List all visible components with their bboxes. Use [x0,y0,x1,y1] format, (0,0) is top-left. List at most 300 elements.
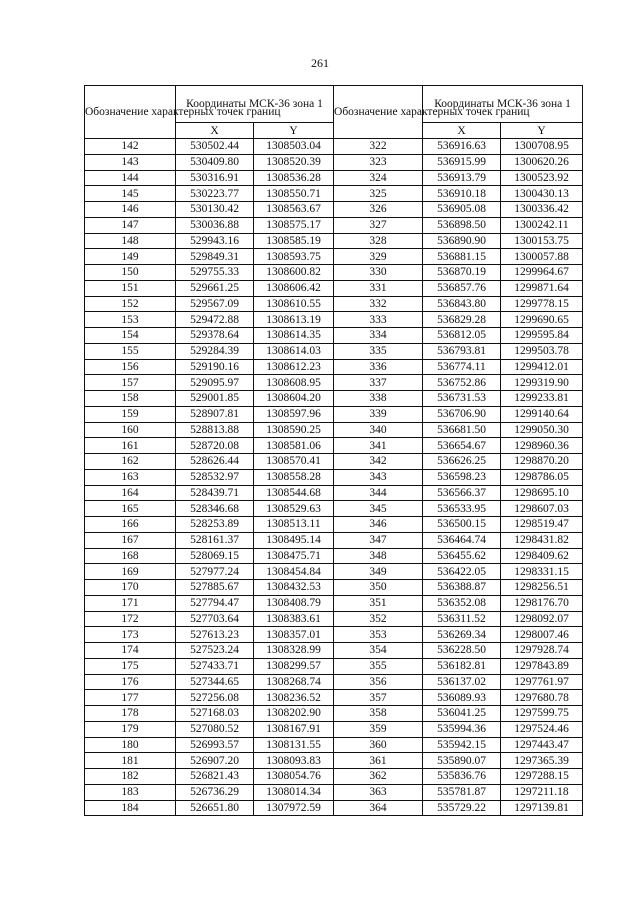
cell-point-left: 150 [85,265,176,281]
cell-y-right: 1297365.39 [501,753,583,769]
cell-point-left: 154 [85,328,176,344]
cell-point-left: 162 [85,454,176,470]
cell-point-left: 143 [85,154,176,170]
cell-y-right: 1300336.42 [501,202,583,218]
cell-point-right: 323 [334,154,423,170]
cell-y-right: 1298409.62 [501,548,583,564]
table-row [85,375,583,391]
cell-point-left: 178 [85,706,176,722]
cell-y-left: 1308590.25 [254,422,334,438]
cell-x-right: 536269.34 [423,627,501,643]
cell-x-left: 526907.20 [176,753,254,769]
cell-y-left: 1308503.04 [254,139,334,155]
table-row [85,154,583,170]
cell-point-right: 341 [334,438,423,454]
cell-x-right: 535942.15 [423,737,501,753]
table-row [85,643,583,659]
cell-point-left: 183 [85,784,176,800]
cell-point-right: 330 [334,265,423,281]
cell-x-right: 536812.05 [423,328,501,344]
table-row [85,564,583,580]
cell-point-left: 175 [85,658,176,674]
cell-y-left: 1308475.71 [254,548,334,564]
cell-y-right: 1300430.13 [501,186,583,202]
table-row [85,753,583,769]
cell-point-right: 334 [334,328,423,344]
cell-point-left: 152 [85,296,176,312]
table-row [85,438,583,454]
cell-x-left: 526736.29 [176,784,254,800]
cell-point-left: 155 [85,343,176,359]
cell-point-right: 335 [334,343,423,359]
cell-x-right: 536913.79 [423,170,501,186]
cell-x-right: 536352.08 [423,595,501,611]
cell-y-left: 1308383.61 [254,611,334,627]
cell-y-left: 1308608.95 [254,375,334,391]
cell-point-left: 169 [85,564,176,580]
cell-x-left: 530130.42 [176,202,254,218]
cell-x-right: 535890.07 [423,753,501,769]
table-row [85,422,583,438]
cell-point-right: 331 [334,280,423,296]
cell-point-left: 157 [85,375,176,391]
cell-x-left: 527256.08 [176,690,254,706]
table-row [85,627,583,643]
table-row [85,328,583,344]
cell-y-right: 1300708.95 [501,139,583,155]
header-point-label-left: Обозначение характерных точек границ [85,86,176,139]
table-row [85,359,583,375]
cell-point-right: 344 [334,485,423,501]
cell-x-right: 536843.80 [423,296,501,312]
cell-y-right: 1298786.05 [501,469,583,485]
table-row [85,406,583,422]
cell-y-right: 1298519.47 [501,517,583,533]
cell-y-left: 1308454.84 [254,564,334,580]
cell-point-right: 346 [334,517,423,533]
cell-x-right: 536566.37 [423,485,501,501]
cell-point-left: 179 [85,721,176,737]
cell-point-right: 343 [334,469,423,485]
header-y-right: Y [501,123,583,139]
cell-x-left: 529190.16 [176,359,254,375]
table-row [85,501,583,517]
cell-y-right: 1297443.47 [501,737,583,753]
cell-y-right: 1298960.36 [501,438,583,454]
cell-point-right: 362 [334,769,423,785]
table-row [85,233,583,249]
cell-x-right: 536464.74 [423,532,501,548]
cell-x-right: 536916.63 [423,139,501,155]
table-row [85,658,583,674]
table-row [85,580,583,596]
cell-y-left: 1308408.79 [254,595,334,611]
table-row [85,532,583,548]
cell-x-right: 536182.81 [423,658,501,674]
cell-point-right: 355 [334,658,423,674]
cell-point-left: 149 [85,249,176,265]
table-row [85,312,583,328]
cell-x-left: 528439.71 [176,485,254,501]
cell-point-right: 342 [334,454,423,470]
cell-y-left: 1308610.55 [254,296,334,312]
header-x-right: X [423,123,501,139]
cell-y-left: 1308299.57 [254,658,334,674]
cell-y-right: 1297680.78 [501,690,583,706]
cell-point-left: 156 [85,359,176,375]
cell-point-right: 347 [334,532,423,548]
cell-x-left: 529943.16 [176,233,254,249]
cell-point-left: 170 [85,580,176,596]
cell-point-left: 174 [85,643,176,659]
cell-x-right: 536774.11 [423,359,501,375]
cell-point-right: 324 [334,170,423,186]
cell-x-right: 536654.67 [423,438,501,454]
cell-y-right: 1300057.88 [501,249,583,265]
cell-x-right: 536915.99 [423,154,501,170]
cell-x-left: 526821.43 [176,769,254,785]
cell-x-left: 526651.80 [176,800,254,816]
cell-x-right: 536793.81 [423,343,501,359]
cell-y-left: 1308202.90 [254,706,334,722]
cell-x-left: 528346.68 [176,501,254,517]
table-row [85,690,583,706]
table-row [85,391,583,407]
cell-y-right: 1298607.03 [501,501,583,517]
cell-x-right: 536455.62 [423,548,501,564]
cell-y-right: 1298331.15 [501,564,583,580]
cell-point-right: 348 [334,548,423,564]
cell-y-right: 1297524.46 [501,721,583,737]
cell-y-right: 1298176.70 [501,595,583,611]
cell-point-left: 142 [85,139,176,155]
cell-y-left: 1308606.42 [254,280,334,296]
cell-y-left: 1308604.20 [254,391,334,407]
cell-y-left: 1308581.06 [254,438,334,454]
table-row [85,706,583,722]
cell-x-right: 536898.50 [423,217,501,233]
cell-y-left: 1308600.82 [254,265,334,281]
cell-y-left: 1308613.19 [254,312,334,328]
cell-point-left: 176 [85,674,176,690]
cell-x-right: 536870.19 [423,265,501,281]
cell-x-right: 535836.76 [423,769,501,785]
cell-y-right: 1297211.18 [501,784,583,800]
cell-point-left: 166 [85,517,176,533]
cell-point-left: 158 [85,391,176,407]
cell-y-left: 1308054.76 [254,769,334,785]
cell-x-left: 530502.44 [176,139,254,155]
cell-x-right: 536533.95 [423,501,501,517]
cell-y-left: 1308236.52 [254,690,334,706]
table-row [85,784,583,800]
cell-x-right: 536881.15 [423,249,501,265]
cell-point-left: 147 [85,217,176,233]
table-row [85,202,583,218]
cell-x-left: 527977.24 [176,564,254,580]
cell-y-left: 1308536.28 [254,170,334,186]
cell-point-left: 172 [85,611,176,627]
cell-x-left: 528813.88 [176,422,254,438]
cell-point-right: 352 [334,611,423,627]
cell-x-left: 528720.08 [176,438,254,454]
cell-x-left: 527703.64 [176,611,254,627]
cell-point-right: 345 [334,501,423,517]
cell-point-right: 349 [334,564,423,580]
cell-x-right: 536311.52 [423,611,501,627]
cell-y-right: 1297843.89 [501,658,583,674]
cell-x-left: 527433.71 [176,658,254,674]
cell-y-left: 1308093.83 [254,753,334,769]
cell-x-right: 536752.86 [423,375,501,391]
table-row [85,217,583,233]
cell-x-right: 535994.36 [423,721,501,737]
cell-y-left: 1308328.99 [254,643,334,659]
cell-point-left: 173 [85,627,176,643]
cell-x-left: 529284.39 [176,343,254,359]
cell-y-right: 1298007.46 [501,627,583,643]
cell-point-right: 350 [334,580,423,596]
cell-point-right: 353 [334,627,423,643]
cell-x-left: 529378.64 [176,328,254,344]
cell-x-left: 530409.80 [176,154,254,170]
cell-y-right: 1300523.92 [501,170,583,186]
cell-point-left: 167 [85,532,176,548]
cell-point-left: 145 [85,186,176,202]
cell-x-right: 536829.28 [423,312,501,328]
cell-y-left: 1308597.96 [254,406,334,422]
cell-y-right: 1299595.84 [501,328,583,344]
cell-point-right: 329 [334,249,423,265]
cell-y-left: 1308614.03 [254,343,334,359]
cell-y-right: 1300242.11 [501,217,583,233]
cell-point-right: 327 [334,217,423,233]
cell-point-left: 153 [85,312,176,328]
table-row [85,548,583,564]
cell-y-left: 1308558.28 [254,469,334,485]
cell-y-left: 1308520.39 [254,154,334,170]
cell-x-right: 535729.22 [423,800,501,816]
table-row [85,454,583,470]
cell-y-left: 1308575.17 [254,217,334,233]
cell-y-left: 1308612.23 [254,359,334,375]
cell-point-right: 322 [334,139,423,155]
cell-point-right: 360 [334,737,423,753]
cell-x-right: 536422.05 [423,564,501,580]
cell-y-left: 1308593.75 [254,249,334,265]
cell-x-left: 529095.97 [176,375,254,391]
table-row [85,265,583,281]
cell-x-left: 529661.25 [176,280,254,296]
cell-x-left: 528253.89 [176,517,254,533]
table-row [85,721,583,737]
cell-y-right: 1298870.20 [501,454,583,470]
cell-x-right: 536731.53 [423,391,501,407]
page-number: 261 [311,56,329,70]
cell-y-left: 1308495.14 [254,532,334,548]
cell-y-left: 1308014.34 [254,784,334,800]
table-row [85,186,583,202]
table-row [85,139,583,155]
cell-x-left: 530223.77 [176,186,254,202]
cell-x-left: 528907.81 [176,406,254,422]
cell-y-left: 1308357.01 [254,627,334,643]
cell-x-right: 536500.15 [423,517,501,533]
cell-point-right: 356 [334,674,423,690]
table-row [85,343,583,359]
cell-y-right: 1299233.81 [501,391,583,407]
cell-point-right: 357 [334,690,423,706]
header-x-left: X [176,123,254,139]
cell-x-left: 526993.57 [176,737,254,753]
cell-y-right: 1300153.75 [501,233,583,249]
cell-x-left: 528069.15 [176,548,254,564]
cell-point-right: 333 [334,312,423,328]
cell-y-left: 1308432.53 [254,580,334,596]
cell-x-right: 536228.50 [423,643,501,659]
cell-y-left: 1308131.55 [254,737,334,753]
cell-point-left: 159 [85,406,176,422]
cell-point-left: 165 [85,501,176,517]
cell-point-left: 160 [85,422,176,438]
cell-point-right: 337 [334,375,423,391]
cell-point-left: 146 [85,202,176,218]
table-row [85,296,583,312]
cell-point-left: 148 [85,233,176,249]
table-row [85,469,583,485]
cell-x-left: 529849.31 [176,249,254,265]
cell-point-left: 164 [85,485,176,501]
cell-y-left: 1308614.35 [254,328,334,344]
cell-point-right: 351 [334,595,423,611]
cell-x-right: 536681.50 [423,422,501,438]
table-body [85,139,583,816]
cell-y-right: 1297928.74 [501,643,583,659]
cell-x-left: 529472.88 [176,312,254,328]
cell-y-right: 1297599.75 [501,706,583,722]
cell-x-right: 536910.18 [423,186,501,202]
cell-y-right: 1297288.15 [501,769,583,785]
cell-y-right: 1300620.26 [501,154,583,170]
cell-point-right: 358 [334,706,423,722]
cell-y-right: 1299140.64 [501,406,583,422]
cell-x-left: 529755.33 [176,265,254,281]
cell-x-left: 530316.91 [176,170,254,186]
cell-y-left: 1308544.68 [254,485,334,501]
cell-y-right: 1299778.15 [501,296,583,312]
cell-y-left: 1308570.41 [254,454,334,470]
cell-y-left: 1307972.59 [254,800,334,816]
cell-x-right: 536890.90 [423,233,501,249]
cell-point-right: 340 [334,422,423,438]
cell-point-right: 363 [334,784,423,800]
cell-y-right: 1298092.07 [501,611,583,627]
cell-x-left: 527885.67 [176,580,254,596]
cell-y-left: 1308529.63 [254,501,334,517]
header-coords-right: Координаты МСК-36 зона 1 [423,86,583,123]
cell-x-right: 536706.90 [423,406,501,422]
cell-y-right: 1299964.67 [501,265,583,281]
cell-x-right: 536388.87 [423,580,501,596]
table-row [85,769,583,785]
cell-x-left: 527613.23 [176,627,254,643]
cell-x-left: 529001.85 [176,391,254,407]
cell-point-right: 339 [334,406,423,422]
table-row [85,485,583,501]
table-row [85,170,583,186]
cell-y-right: 1299871.64 [501,280,583,296]
cell-x-right: 536626.25 [423,454,501,470]
cell-y-right: 1299690.65 [501,312,583,328]
cell-y-right: 1298431.82 [501,532,583,548]
cell-y-left: 1308513.11 [254,517,334,533]
table-row [85,674,583,690]
cell-point-right: 332 [334,296,423,312]
cell-point-left: 144 [85,170,176,186]
header-y-left: Y [254,123,334,139]
table-row [85,611,583,627]
cell-y-right: 1299319.90 [501,375,583,391]
header-coords-left: Координаты МСК-36 зона 1 [176,86,334,123]
cell-point-right: 354 [334,643,423,659]
cell-point-left: 161 [85,438,176,454]
table-row [85,595,583,611]
cell-x-right: 536905.08 [423,202,501,218]
cell-point-left: 180 [85,737,176,753]
table-row [85,280,583,296]
cell-y-right: 1297139.81 [501,800,583,816]
cell-y-left: 1308167.91 [254,721,334,737]
cell-point-right: 325 [334,186,423,202]
cell-point-right: 361 [334,753,423,769]
table-row [85,249,583,265]
coordinates-table [84,85,583,816]
cell-y-left: 1308550.71 [254,186,334,202]
cell-x-left: 528532.97 [176,469,254,485]
cell-point-left: 163 [85,469,176,485]
cell-x-left: 530036.88 [176,217,254,233]
cell-y-right: 1299050.30 [501,422,583,438]
cell-point-left: 177 [85,690,176,706]
header-point-label-right: Обозначение характерных точек границ [334,86,423,139]
cell-point-left: 151 [85,280,176,296]
cell-point-left: 182 [85,769,176,785]
cell-x-left: 527344.65 [176,674,254,690]
cell-point-right: 328 [334,233,423,249]
cell-y-right: 1298256.51 [501,580,583,596]
cell-y-left: 1308585.19 [254,233,334,249]
cell-y-right: 1298695.10 [501,485,583,501]
cell-point-left: 171 [85,595,176,611]
cell-x-right: 536598.23 [423,469,501,485]
cell-point-right: 338 [334,391,423,407]
cell-x-left: 529567.09 [176,296,254,312]
cell-point-right: 336 [334,359,423,375]
table-row [85,800,583,816]
table-row [85,517,583,533]
cell-x-left: 527523.24 [176,643,254,659]
cell-point-right: 359 [334,721,423,737]
cell-x-right: 536137.02 [423,674,501,690]
cell-point-left: 181 [85,753,176,769]
cell-point-left: 184 [85,800,176,816]
cell-y-left: 1308563.67 [254,202,334,218]
table-row [85,737,583,753]
cell-point-left: 168 [85,548,176,564]
cell-x-right: 536089.93 [423,690,501,706]
cell-x-left: 527168.03 [176,706,254,722]
cell-y-right: 1299503.78 [501,343,583,359]
